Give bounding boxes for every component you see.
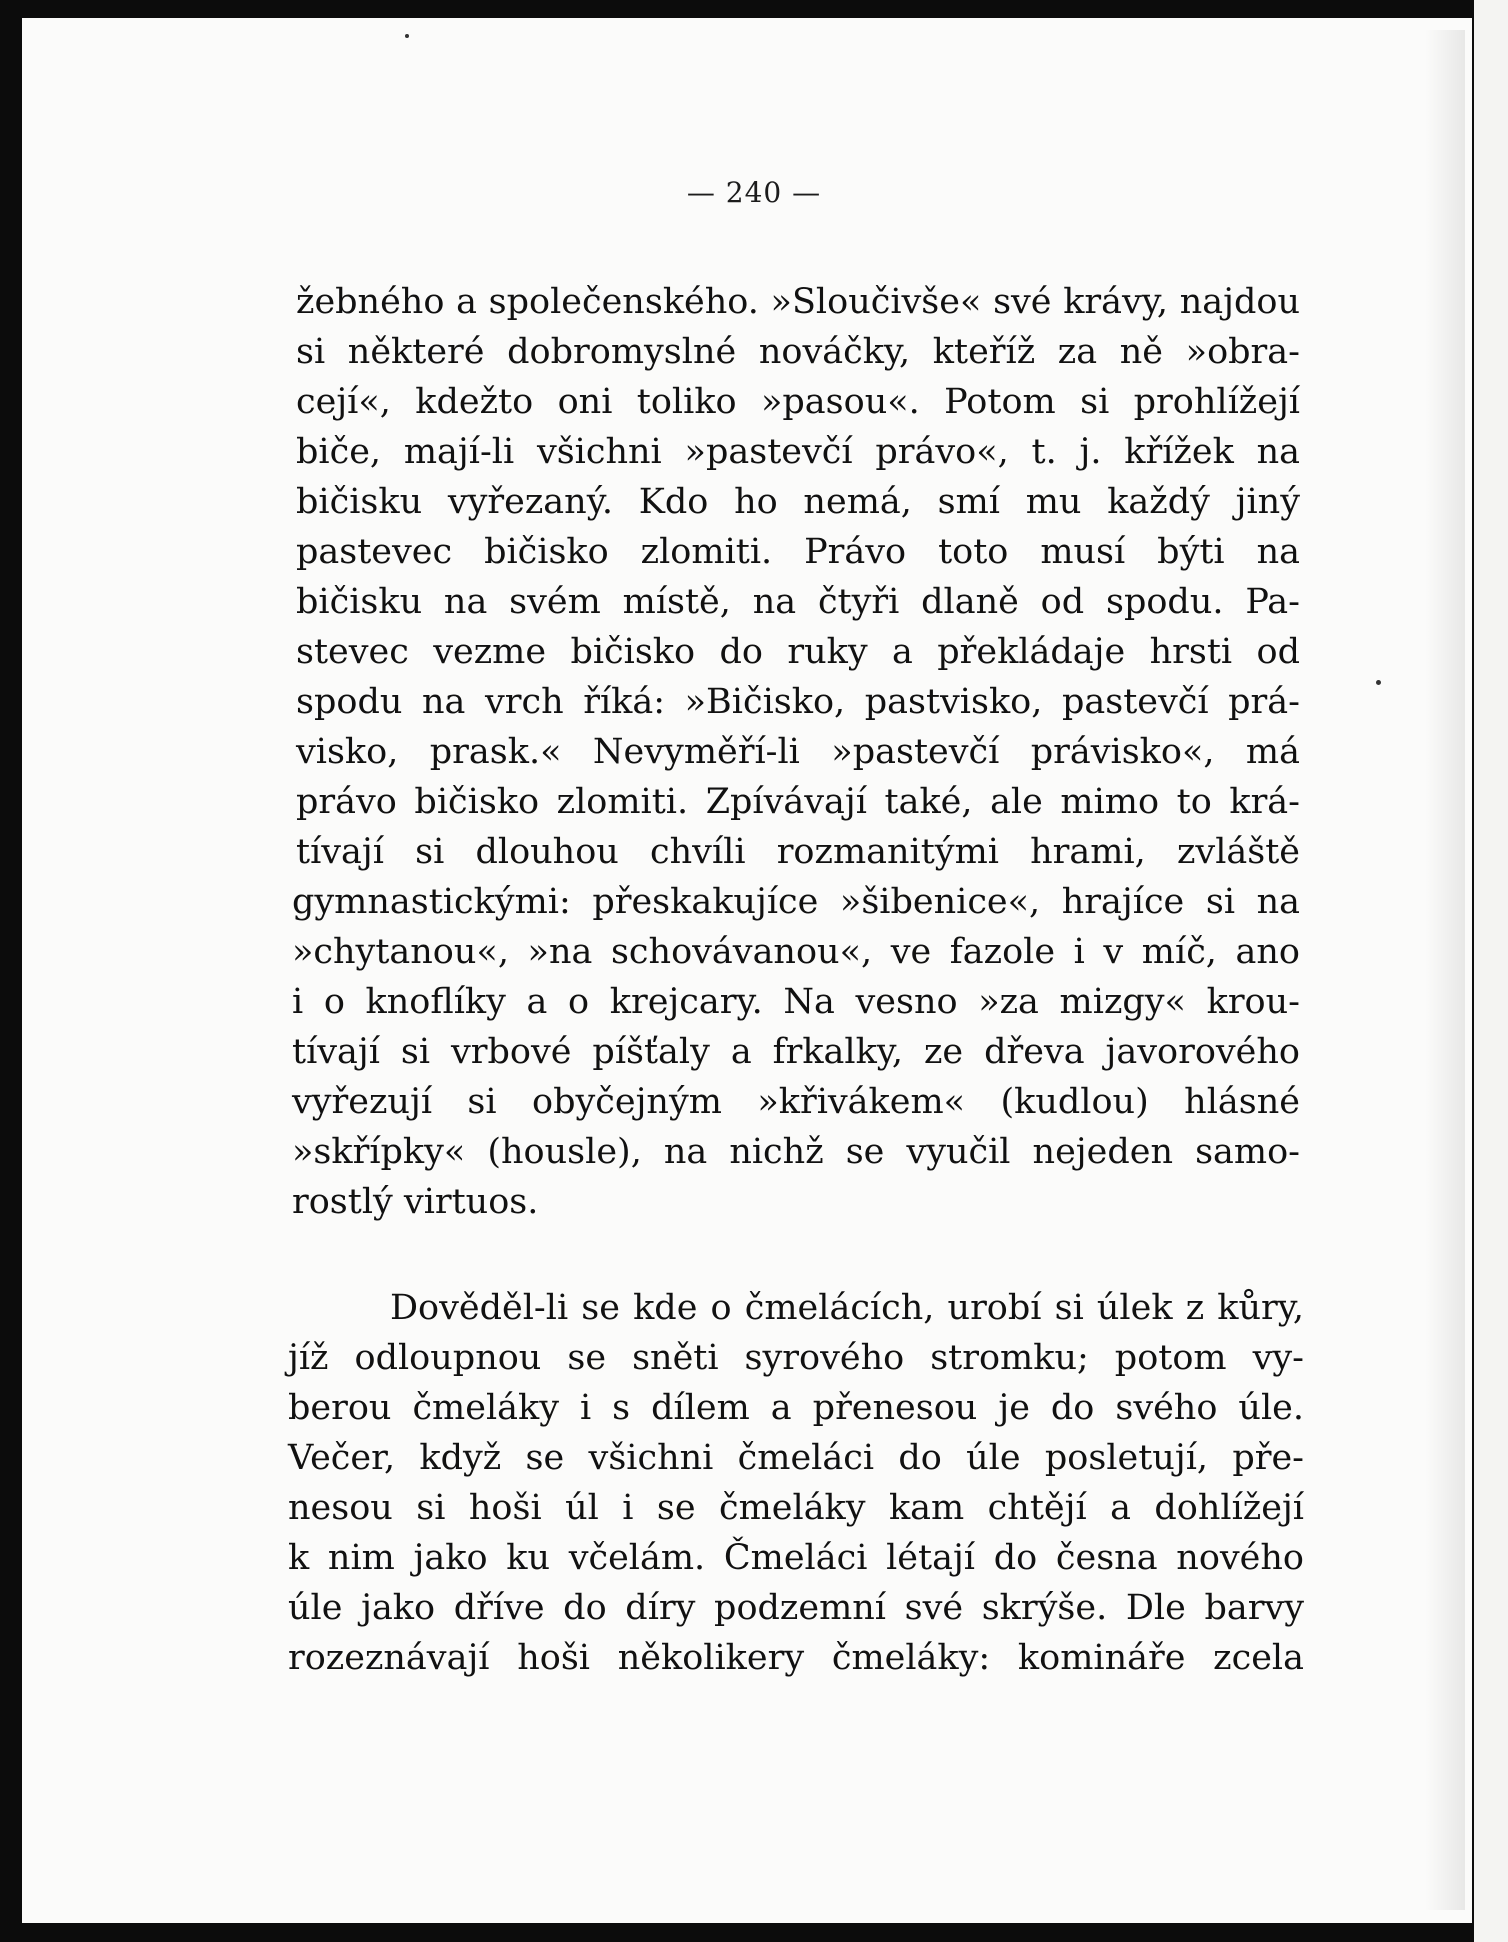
text-line: si některé dobromyslné nováčky, kteříž za ně »obra-	[296, 332, 1300, 372]
ink-speck	[1376, 680, 1381, 685]
text-line: rostlý virtuos.	[292, 1182, 539, 1222]
text-line: žebného a společenského. »Sloučivše« své krávy, najdou	[296, 282, 1300, 322]
text-line: visko, prask.« Nevyměří-li »pastevčí právisko«, má	[296, 732, 1300, 772]
text-line: stevec vezme bičisko do ruky a překládaje hrsti od	[296, 632, 1300, 672]
text-line: »chytanou«, »na schovávanou«, ve fazole i v míč, ano	[292, 932, 1300, 972]
text-line: »skřípky« (housle), na nichž se vyučil nejeden samo-	[292, 1132, 1300, 1172]
text-line: berou čmeláky i s dílem a přenesou je do svého úle.	[288, 1388, 1304, 1428]
text-line: cejí«, kdežto oni toliko »pasou«. Potom si prohlížejí	[296, 382, 1300, 422]
page-number: — 240 —	[686, 176, 822, 209]
text-line: pastevec bičisko zlomiti. Právo toto musí býti na	[296, 532, 1300, 572]
text-line: i o knoflíky a o krejcary. Na vesno »za mizgy« krou-	[292, 982, 1300, 1022]
text-line: rozeznávají hoši několikery čmeláky: komináře zcela	[288, 1638, 1304, 1678]
text-line: k nim jako ku včelám. Čmeláci létají do česna nového	[288, 1538, 1304, 1578]
text-line: tívají si vrbové píšťaly a frkalky, ze dřeva javorového	[292, 1032, 1300, 1072]
text-line: nesou si hoši úl i se čmeláky kam chtějí a dohlížejí	[288, 1488, 1304, 1528]
gutter-shadow	[1425, 30, 1465, 1910]
text-line: Večer, když se všichni čmeláci do úle posletují, pře-	[288, 1438, 1304, 1478]
next-page-edge	[1474, 0, 1508, 1942]
text-line: vyřezují si obyčejným »křivákem« (kudlou) hlásné	[292, 1082, 1300, 1122]
text-line: tívají si dlouhou chvíli rozmanitými hrami, zvláště	[296, 832, 1300, 872]
text-line: bičisku na svém místě, na čtyři dlaně od spodu. Pa-	[296, 582, 1300, 622]
text-line: spodu na vrch říká: »Bičisko, pastvisko, pastevčí prá-	[296, 682, 1300, 722]
text-line: právo bičisko zlomiti. Zpívávají také, ale mimo to krá-	[296, 782, 1300, 822]
text-line: úle jako dříve do díry podzemní své skrýše. Dle barvy	[288, 1588, 1304, 1628]
ink-speck	[405, 34, 409, 38]
text-line: bičisku vyřezaný. Kdo ho nemá, smí mu každý jiný	[296, 482, 1300, 522]
text-line: jíž odloupnou se sněti syrového stromku; potom vy-	[288, 1338, 1304, 1378]
text-line: biče, mají-li všichni »pastevčí právo«, t. j. křížek na	[296, 432, 1300, 472]
text-line: Dověděl-li se kde o čmelácích, urobí si úlek z kůry,	[390, 1288, 1304, 1328]
text-line: gymnastickými: přeskakujíce »šibenice«, hrajíce si na	[292, 882, 1300, 922]
